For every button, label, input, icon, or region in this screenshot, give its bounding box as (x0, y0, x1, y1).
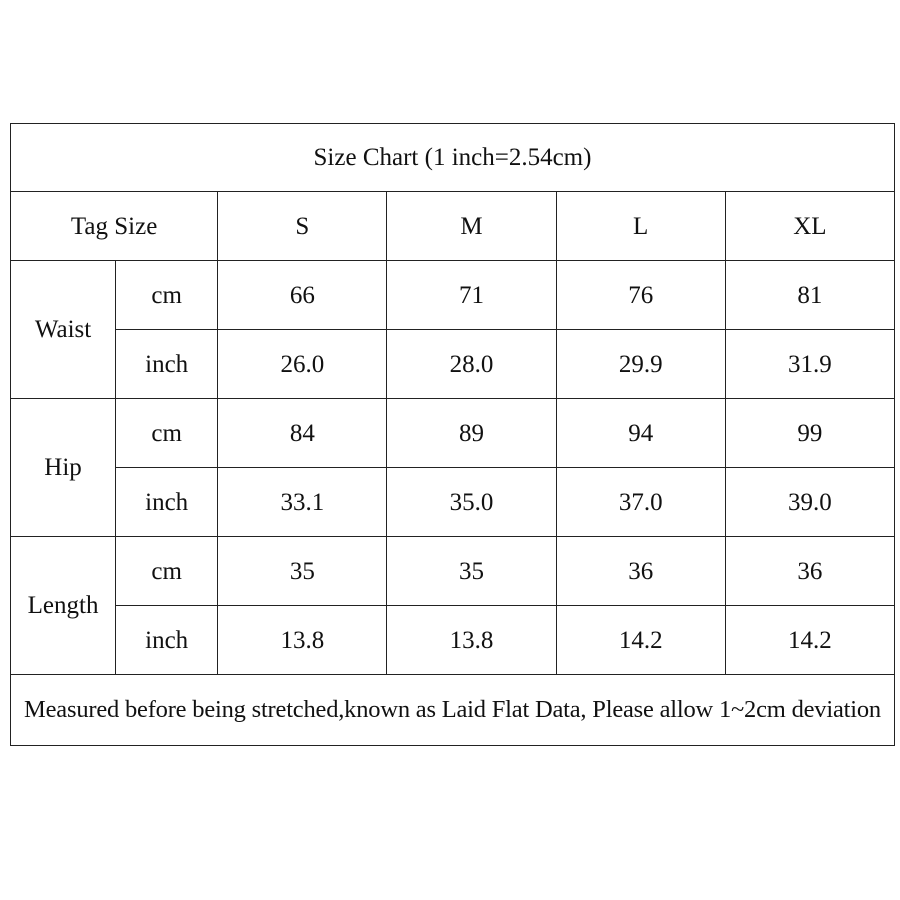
unit-label-inch: inch (116, 606, 218, 675)
table-cell: 28.0 (387, 330, 556, 399)
table-cell: 31.9 (725, 330, 894, 399)
table-cell: 14.2 (725, 606, 894, 675)
unit-label-cm: cm (116, 537, 218, 606)
hip-label: Hip (11, 399, 116, 537)
table-cell: 71 (387, 261, 556, 330)
hip-inch-row (11, 468, 895, 537)
table-cell: 35 (218, 537, 387, 606)
length-label: Length (11, 537, 116, 675)
table-cell: 37.0 (556, 468, 725, 537)
table-cell: 66 (218, 261, 387, 330)
unit-label-inch: inch (116, 330, 218, 399)
table-title: Size Chart (1 inch=2.54cm) (11, 124, 895, 192)
table-cell: 99 (725, 399, 894, 468)
table-cell: 26.0 (218, 330, 387, 399)
size-header-xl: XL (725, 192, 894, 261)
table-cell: 13.8 (387, 606, 556, 675)
table-cell: 35 (387, 537, 556, 606)
length-inch-row (11, 606, 895, 675)
waist-label: Waist (11, 261, 116, 399)
length-cm-row (11, 537, 895, 606)
waist-cm-row (11, 261, 895, 330)
unit-label-cm: cm (116, 261, 218, 330)
hip-cm-row (11, 399, 895, 468)
table-cell: 81 (725, 261, 894, 330)
unit-label-cm: cm (116, 399, 218, 468)
table-cell: 39.0 (725, 468, 894, 537)
table-cell: 14.2 (556, 606, 725, 675)
table-cell: 76 (556, 261, 725, 330)
table-cell: 35.0 (387, 468, 556, 537)
size-header-row (11, 192, 895, 261)
table-cell: 29.9 (556, 330, 725, 399)
table-cell: 13.8 (218, 606, 387, 675)
table-cell: 36 (556, 537, 725, 606)
waist-inch-row (11, 330, 895, 399)
title-row (11, 124, 895, 192)
table-cell: 89 (387, 399, 556, 468)
measurement-note: Measured before being stretched,known as Laid Flat Data, Please allow 1~2cm deviation (11, 675, 895, 746)
size-header-l: L (556, 192, 725, 261)
size-header-s: S (218, 192, 387, 261)
table-cell: 33.1 (218, 468, 387, 537)
table-cell: 36 (725, 537, 894, 606)
tag-size-label: Tag Size (11, 192, 218, 261)
unit-label-inch: inch (116, 468, 218, 537)
table-cell: 94 (556, 399, 725, 468)
note-row (11, 675, 895, 746)
size-chart-table (10, 123, 895, 746)
table-cell: 84 (218, 399, 387, 468)
size-header-m: M (387, 192, 556, 261)
